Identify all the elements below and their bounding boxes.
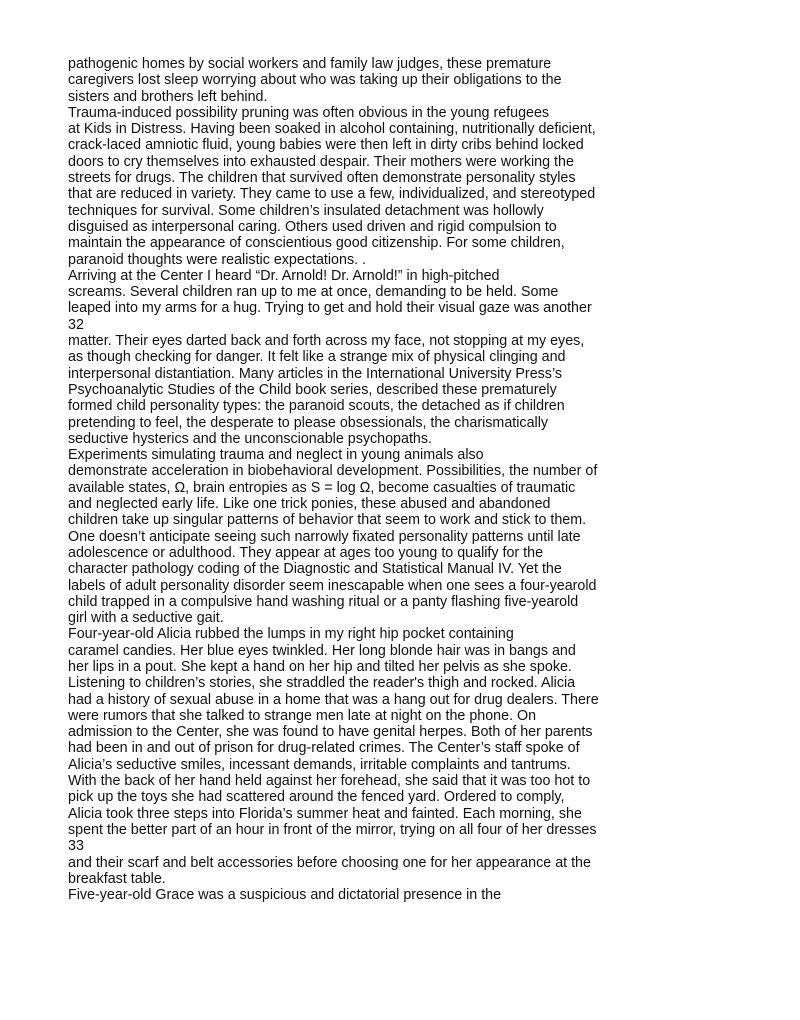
- text-line: Four-year-old Alicia rubbed the lumps in my right hip pocket containing: [68, 626, 514, 643]
- text-line: that are reduced in variety. They came to use a few, individualized, and stereotyped: [68, 186, 596, 203]
- text-line: at Kids in Distress. Having been soaked in alcohol containing, nutritionally deficient,: [68, 121, 596, 138]
- text-line: pick up the toys she had scattered around the fenced yard. Ordered to comply,: [68, 789, 565, 806]
- text-line: Alicia’s seductive smiles, incessant demands, irritable complaints and tantrums.: [68, 756, 571, 773]
- text-line: had a history of sexual abuse in a home that was a hang out for drug dealers. There: [68, 691, 599, 708]
- text-line: leaped into my arms for a hug. Trying to get and hold their visual gaze was another: [68, 300, 592, 317]
- text-line: labels of adult personality disorder seem inescapable when one sees a four-yearold: [68, 577, 597, 594]
- text-line: had been in and out of prison for drug-related crimes. The Center’s staff spoke of: [68, 740, 580, 757]
- text-line: caramel candies. Her blue eyes twinkled. Her long blonde hair was in bangs and: [68, 642, 576, 659]
- text-line: screams. Several children ran up to me at once, demanding to be held. Some: [68, 284, 559, 301]
- text-line: pathogenic homes by social workers and family law judges, these premature: [68, 56, 552, 72]
- text-line: spent the better part of an hour in front of the mirror, trying on all four of her dresses: [68, 821, 597, 838]
- text-line: character pathology coding of the Diagnostic and Statistical Manual IV. Yet the: [68, 561, 562, 578]
- text-line: Psychoanalytic Studies of the Child book series, described these prematurely: [68, 381, 557, 398]
- text-line: One doesn’t anticipate seeing such narrowly fixated personality patterns until late: [68, 528, 581, 545]
- text-line: interpersonal distantiation. Many articles in the International University Press’s: [68, 365, 563, 382]
- page-number: 33: [68, 838, 84, 855]
- text-line: Listening to children’s stories, she straddled the reader's thigh and rocked. Alicia: [68, 675, 576, 692]
- text-line: caregivers lost sleep worrying about who was taking up their obligations to the: [68, 72, 562, 89]
- text-line: crack-laced amniotic fluid, young babies were then left in dirty cribs behind locked: [68, 137, 584, 154]
- text-line: formed child personality types: the paranoid scouts, the detached as if children: [68, 398, 565, 415]
- text-line: disguised as interpersonal caring. Others used driven and rigid compulsion to: [68, 218, 557, 235]
- text-line: Experiments simulating trauma and neglect in young animals also: [68, 447, 484, 464]
- text-line: doors to cry themselves into exhausted despair. Their mothers were working the: [68, 153, 574, 170]
- page-number: 32: [68, 316, 84, 333]
- text-line: breakfast table.: [68, 870, 166, 887]
- text-line: available states, Ω, brain entropies as S = log Ω, become casualties of traumatic: [68, 479, 576, 496]
- text-line: sisters and brothers left behind.: [68, 88, 268, 105]
- text-line: seductive hysterics and the unconscionable psychopaths.: [68, 430, 432, 447]
- text-line: adolescence or adulthood. They appear at ages too young to qualify for the: [68, 544, 544, 561]
- text-line: Arriving at the Center I heard “Dr. Arnold! Dr. Arnold!” in high-pitched: [68, 267, 500, 284]
- text-line: paranoid thoughts were realistic expectations. .: [68, 251, 367, 268]
- text-line: Trauma-induced possibility pruning was often obvious in the young refugees: [68, 104, 550, 121]
- text-line: maintain the appearance of conscientious good citizenship. For some children,: [68, 235, 565, 252]
- text-line: her lips in a pout. She kept a hand on her hip and tilted her pelvis as she spoke.: [68, 658, 572, 675]
- text-line: With the back of her hand held against her forehead, she said that it was too hot to: [68, 773, 591, 790]
- text-line: streets for drugs. The children that survived often demonstrate personality styles: [68, 170, 576, 187]
- document-page: [68, 56, 768, 903]
- text-line: demonstrate acceleration in biobehavioral development. Possibilities, the number of: [68, 463, 598, 480]
- text-line: techniques for survival. Some children’s insulated detachment was hollowly: [68, 202, 544, 219]
- text-line: admission to the Center, she was found to have genital herpes. Both of her parents: [68, 724, 593, 741]
- text-line: child trapped in a compulsive hand washing ritual or a panty flashing five-yearold: [68, 593, 579, 610]
- text-line: girl with a seductive gait.: [68, 610, 224, 627]
- text-line: Alicia took three steps into Florida’s summer heat and fainted. Each morning, she: [68, 805, 582, 822]
- text-line: Five-year-old Grace was a suspicious and dictatorial presence in the: [68, 887, 502, 904]
- text-line: children take up singular patterns of behavior that seem to work and stick to them.: [68, 512, 587, 529]
- text-line: matter. Their eyes darted back and forth across my face, not stopping at my eyes,: [68, 333, 585, 350]
- text-line: pretending to feel, the desperate to please obsessionals, the charismatically: [68, 414, 549, 431]
- text-line: and their scarf and belt accessories before choosing one for her appearance at the: [68, 854, 591, 871]
- text-line: as though checking for danger. It felt like a strange mix of physical clinging and: [68, 349, 566, 366]
- text-line: and neglected early life. Like one trick ponies, these abused and abandoned: [68, 496, 551, 513]
- text-line: were rumors that she talked to strange men late at night on the phone. On: [68, 707, 537, 724]
